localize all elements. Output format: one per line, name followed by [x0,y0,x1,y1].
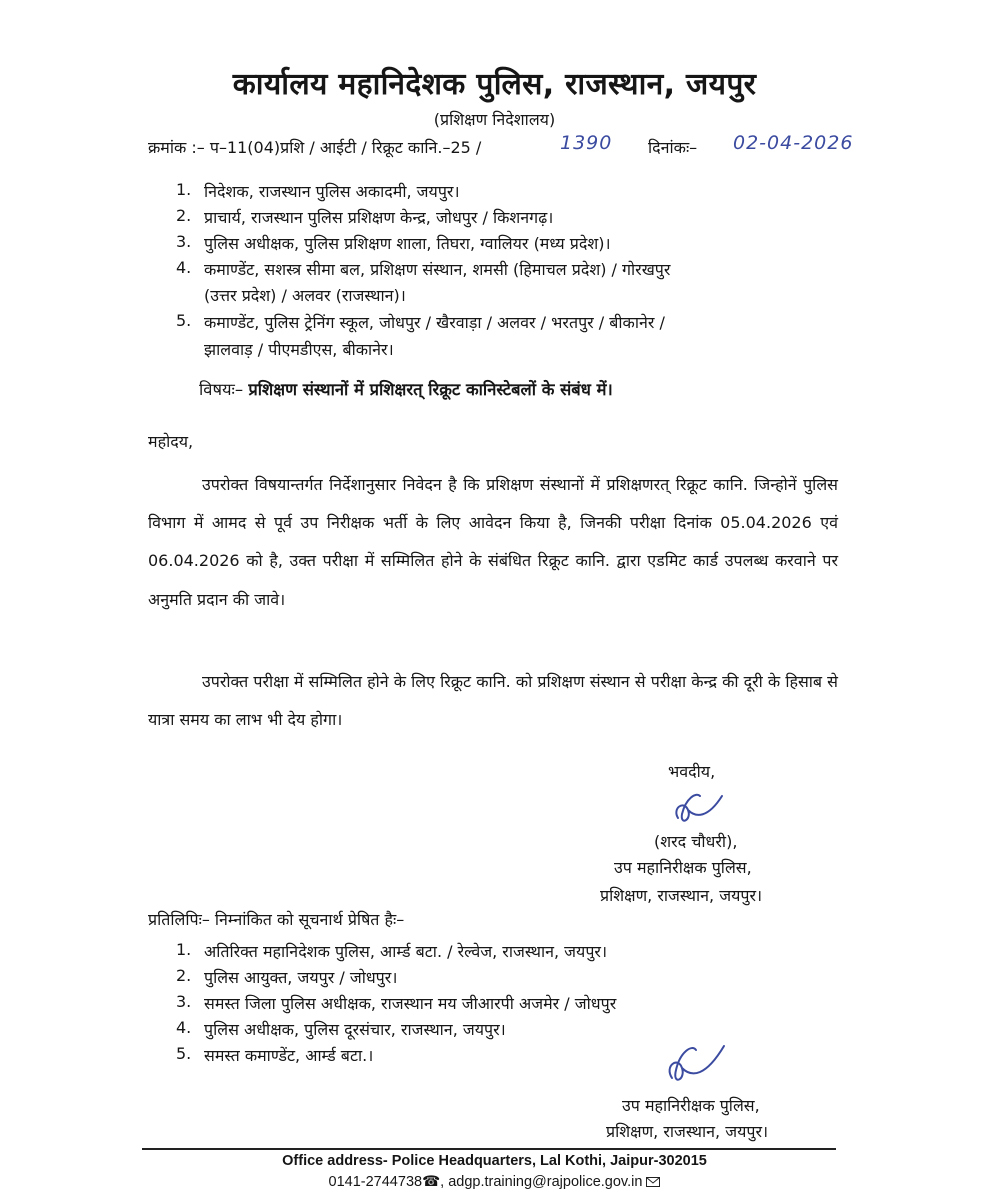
reference-prefix: क्रमांक :– प–11(04)प्रशि / आईटी / रिक्रूट कानि.–25 / [148,138,482,157]
salutation: महोदय, [148,432,194,451]
phone-icon: ☎ [422,1174,441,1191]
signatory-name: (शरद चौधरी), [654,832,738,851]
footer-phone: 0141-2744738 [328,1174,423,1190]
signatory-designation: उप महानिरीक्षक पुलिस, [614,858,752,877]
letter-page: कार्यालय महानिदेशक पुलिस, राजस्थान, जयपुर (प्रशिक्षण निदेशालय) क्रमांक :– प–11(04)प्रशि / आईटी / रिक्रूट कानि.–25 / 1390 दिनांकः– 02-04-2026 1. निदेशक, राजस्थान पुलिस अकादमी, जयपुर। 2. प्राचार्य, राजस्थान पुलिस प्रशिक्षण केन्द्र, जोधपुर / किशनगढ़। 3. पुलिस अधीक्षक, पुलिस प्रशिक्षण शाला, तिघरा, ग्वालियर (मध्य प्रदेश)। 4. कमाण्डेंट, सशस्त्र सीमा बल, प्रशिक्षण संस्थान, शमसी (हिमाचल प्रदेश) / गोरखपुर (उत्तर प्रदेश) / अलवर (राजस्थान)। 5. कमाण्डेंट, पुलिस ट्रेनिंग स्कूल, जोधपुर / खैरवाड़ा / अलवर / भरतपुर / बीकानेर / झालवाड़ / पीएमडीएस, बीकानेर। विषयः– प्रशिक्षण संस्थानों में प्रशिक्षरत् रिक्रूट कानिस्टेबलों के संबंध में। महोदय, उपरोक्त विषयान्तर्गत निर्देशानुसार निवेदन है कि प्रशिक्षण संस्थानों में प्रशिक्षणरत् रिक्रूट कानि. जिन्होनें पुलिस विभाग में आमद से पूर्व उप निरीक्षक भर्ती के लिए आवेदन किया है, जिनकी परीक्षा दिनांक 05.04.2026 एवं 06.04.2026 को है, उक्त परीक्षा में सम्मिलित होने के संबंधित रिक्रूट कानि. द्वारा एडमिट कार्ड उपलब्ध करवाने पर अनुमति प्रदान की जावे। उपरोक्त परीक्षा में सम्मिलित होने के लिए रिक्रूट कानि. को प्रशिक्षण संस्थान से परीक्षा केन्द्र की दूरी के हिसाब से यात्रा समय का लाभ भी देय होगा। भवदीय, (शरद चौधरी), उप महानिरीक्षक पुलिस, प्रशिक्षण, राजस्थान, जयपुर। प्रतिलिपिः– निम्नांकित को सूचनार्थ प्रेषित हैः– 1. अतिरिक्त महानिदेशक पुलिस, आर्म्ड बटा. / रेल्वेज, राजस्थान, जयपुर। 2. पुलिस आयुक्त, जयपुर / जोधपुर। 3. समस्त जिला पुलिस अधीक्षक, राजस्थान मय जीआरपी अजमेर / जोधपुर 4. पुलिस अधीक्षक, पुलिस दूरसंचार, राजस्थान, जयपुर। 5. समस्त कमाण्डेंट, आर्म्ड बटा.। उप महानिरीक्षक पुलिस, प्रशिक्षण, राजस्थान, जयपुर। Office address- Police Headquarters, Lal Kothi, Jaipur-302015 0141-2744738☎, adgp.training@rajpolice.gov.in [0,0,989,1200]
signatory-office: प्रशिक्षण, राजस्थान, जयपुर। [600,886,763,905]
subject-text: प्रशिक्षण संस्थानों में प्रशिक्षरत् रिक्रूट कानिस्टेबलों के संबंध में। [248,380,613,399]
closing: भवदीय, [668,762,716,781]
list-item-continuation: झालवाड़ / पीएमडीएस, बीकानेर। [204,340,394,359]
page-title: कार्यालय महानिदेशक पुलिस, राजस्थान, जयपुर [232,67,757,102]
subject-label: विषयः– [199,380,244,399]
reference-number: 1390 [560,132,613,154]
signature-mark [670,788,730,832]
date-label: दिनांकः– [648,138,698,157]
subject-line [199,377,613,400]
footer-contact: 0141-2744738☎, adgp.training@rajpolice.gov.in [0,1174,989,1190]
date-value: 02-04-2026 [733,132,854,154]
signatory-office: प्रशिक्षण, राजस्थान, जयपुर। [606,1122,769,1141]
body-paragraph-1: उपरोक्त विषयान्तर्गत निर्देशानुसार निवेदन है कि प्रशिक्षण संस्थानों में प्रशिक्षणरत् रिक्रूट कानि. जिन्होनें पुलिस विभाग में आमद से पूर्व उप निरीक्षक भर्ती के लिए आवेदन किया है, जिनकी परीक्षा दिनांक 05.04.2026 एवं 06.04.2026 को है, उक्त परीक्षा में सम्मिलित होने के संबंधित रिक्रूट कानि. द्वारा एडमिट कार्ड उपलब्ध करवाने पर अनुमति प्रदान की जावे। [148,475,838,609]
signatory-designation: उप महानिरीक्षक पुलिस, [622,1096,760,1115]
mail-icon [646,1177,660,1187]
list-item-continuation: (उत्तर प्रदेश) / अलवर (राजस्थान)। [204,286,406,305]
footer-divider [142,1148,836,1150]
footer-email[interactable]: adgp.training@rajpolice.gov.in [448,1174,643,1190]
body-paragraph-2: उपरोक्त परीक्षा में सम्मिलित होने के लिए रिक्रूट कानि. को प्रशिक्षण संस्थान से परीक्षा केन्द्र की दूरी के हिसाब से यात्रा समय का लाभ भी देय होगा। [148,672,838,730]
footer-address: Office address- Police Headquarters, Lal Kothi, Jaipur-302015 [282,1153,707,1169]
page-subtitle: (प्रशिक्षण निदेशालय) [433,110,556,129]
signature-mark [662,1040,732,1092]
copy-to-heading: प्रतिलिपिः– निम्नांकित को सूचनार्थ प्रेषित हैः– [148,910,405,929]
